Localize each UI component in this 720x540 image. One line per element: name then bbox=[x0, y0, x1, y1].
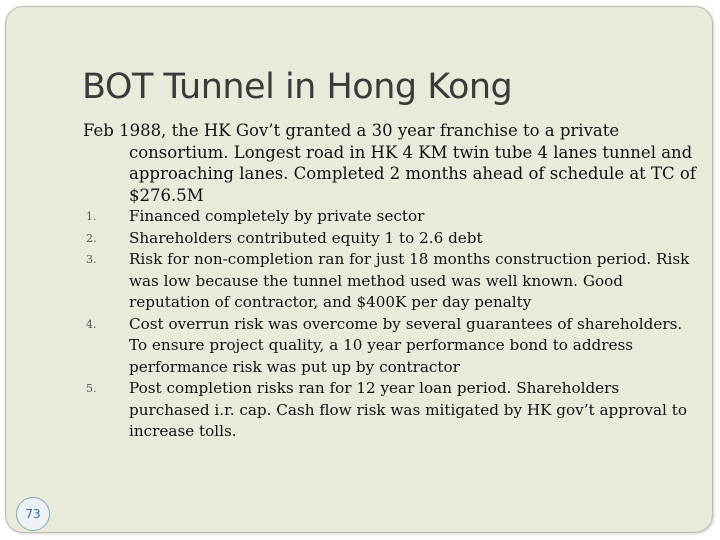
list-item-text: Post completion risks ran for 12 year loan period. Shareholders purchased i.r. cap. Cash flow risk was mitigated by HK gov’t approval to increase tolls. bbox=[129, 379, 687, 440]
list-item bbox=[83, 228, 703, 250]
list-item-text: Cost overrun risk was overcome by several guarantees of shareholders. To ensure project quality, a 10 year performance bond to address performance risk was put up by contractor bbox=[129, 314, 683, 376]
list-item-text: Risk for non-completion ran for just 18 months construction period. Risk was low because the tunnel method used was well known. Good reputation of contractor, and $400K per day penalty bbox=[129, 250, 690, 311]
list-item-text: Shareholders contributed equity 1 to 2.6 debt bbox=[129, 228, 483, 247]
page-number-badge: 73 bbox=[16, 497, 50, 531]
list-item-number: 5. bbox=[86, 382, 97, 395]
slide bbox=[5, 6, 713, 533]
list-item-text: Financed completely by private sector bbox=[129, 207, 425, 225]
list-item bbox=[83, 314, 703, 379]
list-item bbox=[83, 378, 703, 443]
list-item-number: 3. bbox=[86, 253, 97, 266]
list-item-number: 1. bbox=[86, 210, 97, 223]
list-item bbox=[83, 206, 703, 228]
intro-paragraph: Feb 1988, the HK Gov’t granted a 30 year franchise to a private consortium. Longest road in HK 4 KM twin tube 4 lanes tunnel and approaching lanes. Completed 2 months ahead of schedule at TC of $276.5M bbox=[83, 121, 696, 205]
numbered-list bbox=[83, 206, 703, 443]
list-item-number: 4. bbox=[86, 317, 97, 331]
slide-title: BOT Tunnel in Hong Kong bbox=[82, 67, 513, 107]
list-item-number: 2. bbox=[86, 231, 97, 245]
list-item bbox=[83, 249, 703, 314]
slide-body bbox=[83, 120, 703, 443]
